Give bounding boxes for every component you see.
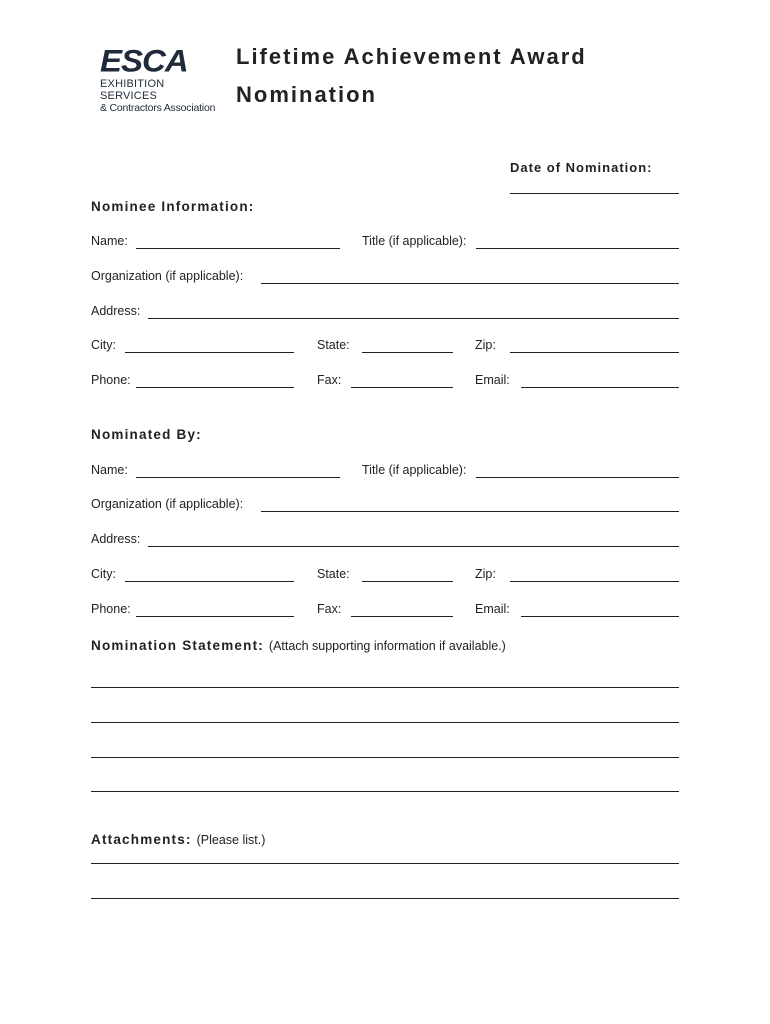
nominator-organization-field[interactable]: [261, 511, 679, 512]
statement-note: (Attach supporting information if available.): [268, 639, 506, 653]
nominator-organization-label: Organization (if applicable):: [91, 497, 244, 511]
nominee-email-label: Email:: [475, 373, 510, 387]
nominator-phone-label: Phone:: [91, 602, 131, 616]
nominator-city-field[interactable]: [125, 581, 294, 582]
nominee-organization-label: Organization (if applicable):: [91, 269, 244, 283]
nominee-city-label: City:: [91, 338, 116, 352]
date-of-nomination-label: Date of Nomination:: [510, 160, 653, 175]
statement-line-4[interactable]: [91, 791, 679, 792]
nominee-zip-field[interactable]: [510, 352, 679, 353]
nominee-name-label: Name:: [91, 234, 128, 248]
nominee-title-field[interactable]: [476, 248, 679, 249]
statement-heading: [91, 638, 506, 653]
nominee-phone-label: Phone:: [91, 373, 131, 387]
nominee-name-field[interactable]: [136, 248, 340, 249]
nominator-address-field[interactable]: [148, 546, 679, 547]
nominator-name-field[interactable]: [136, 477, 340, 478]
esca-logo: [100, 44, 218, 114]
nominee-zip-label: Zip:: [475, 338, 496, 352]
nominator-state-label: State:: [317, 567, 350, 581]
nominee-address-label: Address:: [91, 304, 141, 318]
nominator-state-field[interactable]: [362, 581, 453, 582]
logo-wordmark: ESCA: [100, 42, 188, 79]
nominee-phone-field[interactable]: [136, 387, 294, 388]
nominee-organization-field[interactable]: [261, 283, 679, 284]
attachments-heading-text: Attachments:: [91, 832, 192, 847]
nominee-state-field[interactable]: [362, 352, 453, 353]
logo-tagline-1: EXHIBITION SERVICES: [100, 78, 165, 102]
attachments-note: (Please list.): [196, 833, 266, 847]
nominee-section-heading: Nominee Information:: [91, 199, 255, 214]
statement-heading-text: Nomination Statement:: [91, 638, 264, 653]
nominator-fax-field[interactable]: [351, 616, 453, 617]
nominee-address-field[interactable]: [148, 318, 679, 319]
nominator-address-label: Address:: [91, 532, 141, 546]
nominator-section-heading: Nominated By:: [91, 427, 202, 442]
nominee-fax-label: Fax:: [317, 373, 342, 387]
nominator-city-label: City:: [91, 567, 116, 581]
attachments-line-1[interactable]: [91, 863, 679, 864]
nominator-email-field[interactable]: [521, 616, 679, 617]
statement-line-2[interactable]: [91, 722, 679, 723]
nominee-email-field[interactable]: [521, 387, 679, 388]
nominee-city-field[interactable]: [125, 352, 294, 353]
statement-line-3[interactable]: [91, 757, 679, 758]
nominator-email-label: Email:: [475, 602, 510, 616]
statement-line-1[interactable]: [91, 687, 679, 688]
attachments-line-2[interactable]: [91, 898, 679, 899]
nominee-fax-field[interactable]: [351, 387, 453, 388]
nominee-title-label: Title (if applicable):: [362, 234, 467, 248]
nominator-zip-label: Zip:: [475, 567, 496, 581]
form-title-line-2: Nomination: [236, 82, 377, 107]
nominator-phone-field[interactable]: [136, 616, 294, 617]
nominator-title-field[interactable]: [476, 477, 679, 478]
nominator-zip-field[interactable]: [510, 581, 679, 582]
attachments-heading: [91, 832, 265, 847]
nominator-title-label: Title (if applicable):: [362, 463, 467, 477]
logo-tagline-2: & Contractors Association: [100, 102, 216, 114]
form-title-line-1: Lifetime Achievement Award: [236, 44, 587, 69]
nominator-name-label: Name:: [91, 463, 128, 477]
form-title: [236, 38, 587, 114]
date-of-nomination-field[interactable]: [510, 193, 679, 194]
nominator-fax-label: Fax:: [317, 602, 342, 616]
nominee-state-label: State:: [317, 338, 350, 352]
